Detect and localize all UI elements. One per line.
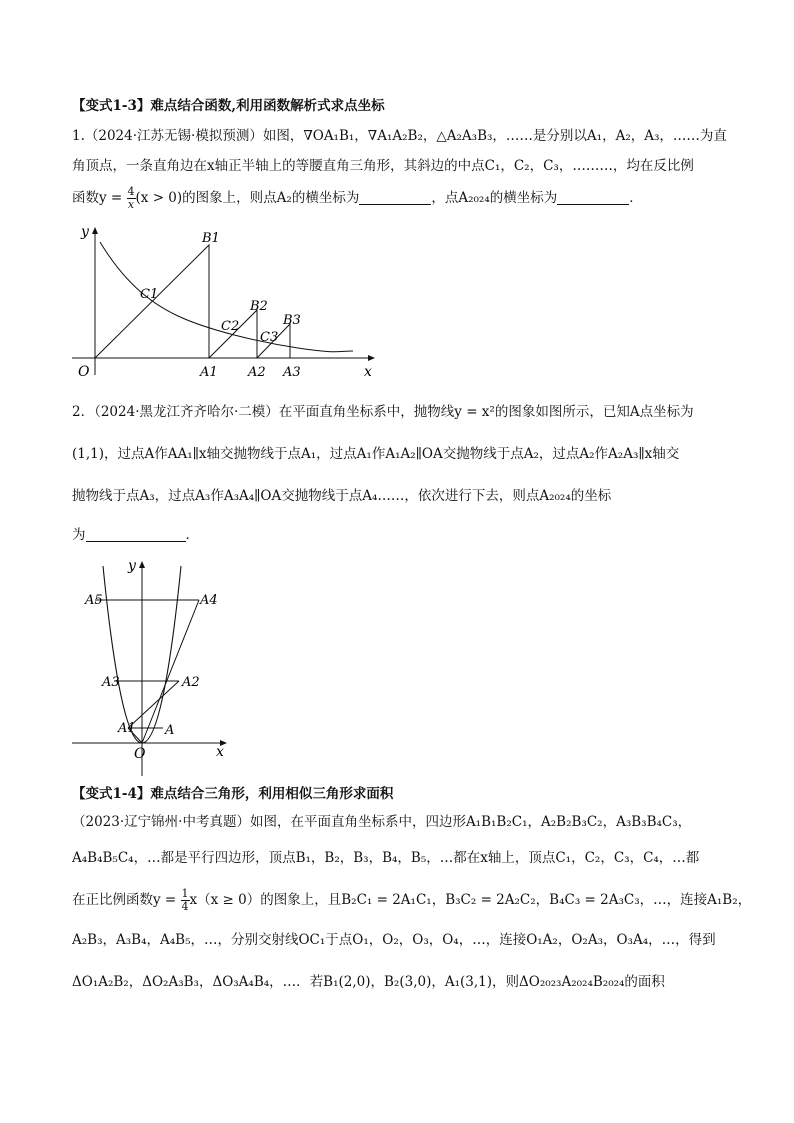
v14-function-prefix: 在正比例函数y = (72, 892, 177, 908)
fig1-label-b3: B3 (283, 313, 301, 328)
fig2-label-a1: A1 (118, 721, 136, 736)
fig1-triangle-2 (209, 310, 257, 358)
variant-1-3-header: 【变式1-3】难点结合函数,利用函数解析式求点坐标 (72, 98, 385, 114)
fig2-ray-oa4 (142, 600, 199, 743)
q1-function-prefix: 函数y = (72, 190, 123, 206)
fig2-label-a2: A2 (182, 675, 200, 690)
fig2-label-a4: A4 (200, 593, 218, 608)
figure-inverse-function (68, 220, 388, 380)
q1-text-line1: 1.（2024·江苏无锡·模拟预测）如图，∇OA₁B₁，∇A₁A₂B₂，△A₂A₃B₃，……是分别以A₁，A₂，A₃，……为直 (72, 128, 727, 144)
fig1-label-origin: O (78, 364, 90, 380)
q1-text-second-part: ，点A₂₀₂₄的横坐标为 (431, 190, 558, 206)
v14-text-line3 (72, 887, 752, 913)
figure-parabola (68, 556, 240, 778)
fig2-label-a3: A3 (102, 675, 120, 690)
fig1-hyperbola-curve (100, 242, 353, 352)
fig2-label-a: A (165, 723, 175, 738)
v14-text-after-fraction: x（x ≥ 0）的图象上，且B₂C₁ = 2A₁C₁，B₃C₂ = 2A₂C₂，B₄C₃ = 2A₃C₃，…，连接A₁B₂， (189, 892, 752, 908)
q2-text-line1: 2．（2024·黑龙江齐齐哈尔·二模）在平面直角坐标系中，抛物线y = x²的图象如图所示，已知A点坐标为 (72, 404, 694, 420)
q1-fraction-numerator: 4 (127, 185, 135, 198)
fig1-label-b2: B2 (250, 299, 268, 314)
q2-text-line2: (1,1)，过点A作AA₁∥x轴交抛物线于点A₁，过点A₁作A₁A₂∥OA交抛物线于点A₂，过点A₂作A₂A₃∥x轴交 (72, 446, 680, 462)
variant-1-4-header: 【变式1-4】难点结合三角形，利用相似三角形求面积 (72, 786, 394, 802)
v14-text-line1: （2023·辽宁锦州·中考真题）如图，在平面直角坐标系中，四边形A₁B₁B₂C₁，A₂B₂B₃C₂，A₃B₃B₄C₃， (72, 814, 692, 830)
fig2-label-x: x (216, 744, 224, 760)
fig2-label-origin: O (134, 746, 146, 762)
q2-answer-prefix: 为 (72, 527, 86, 543)
q2-text-line3: 抛物线于点A₃，过点A₃作A₃A₄∥OA交抛物线于点A₄……，依次进行下去，则点A₂₀₂₄的坐标 (72, 488, 612, 504)
v14-text-line4: A₂B₃，A₃B₄，A₄B₅，…，分别交射线OC₁于点O₁，O₂，O₃，O₄，…，连接O₁A₂，O₂A₃，O₃A₄，…，得到 (72, 932, 716, 948)
fig1-label-c1: C1 (140, 287, 159, 302)
q1-answer-blank-1[interactable] (359, 190, 431, 205)
q2-text-line4 (72, 525, 732, 545)
q2-answer-blank[interactable] (86, 527, 186, 542)
q2-end-mark: ． (185, 527, 199, 543)
fig1-label-y: y (81, 224, 89, 240)
fig2-label-y: y (128, 558, 136, 574)
q1-text-line2: 角顶点，一条直角边在x轴正半轴上的等腰直角三角形，其斜边的中点C₁，C₂，C₃，………，均在反比例 (72, 158, 694, 174)
q1-text-line3 (72, 186, 732, 211)
v14-text-line5: ΔO₁A₂B₂，ΔO₂A₃B₃，ΔO₃A₄B₄，…．若B₁(2,0)，B₂(3,0)，A₁(3,1)，则ΔO₂₀₂₃A₂₀₂₄B₂₀₂₄的面积 (72, 974, 665, 990)
fig1-label-a2: A2 (248, 365, 266, 380)
fig1-label-b1: B1 (202, 231, 220, 246)
q1-text-after-fraction: (x > 0)的图象上，则点A₂的横坐标为 (135, 190, 360, 206)
v14-fraction-denominator: 4 (181, 900, 189, 913)
q1-answer-blank-2[interactable] (557, 190, 629, 205)
q1-fraction (127, 186, 136, 211)
fig1-label-a3: A3 (283, 365, 301, 380)
v14-text-line2: A₄B₄B₅C₄，…都是平行四边形，顶点B₁，B₂，B₃，B₄，B₅，…都在x轴上，顶点C₁，C₂，C₃，C₄，…都 (72, 850, 700, 866)
q1-fraction-denominator: x (127, 198, 135, 211)
fig1-label-a1: A1 (200, 365, 218, 380)
fig2-label-a5: A5 (85, 593, 103, 608)
q1-end-mark: ． (629, 190, 643, 206)
v14-fraction (181, 888, 190, 913)
fig1-label-c2: C2 (221, 319, 240, 334)
v14-fraction-numerator: 1 (181, 887, 189, 900)
fig1-label-c3: C3 (260, 330, 279, 345)
fig1-label-x: x (364, 364, 372, 380)
